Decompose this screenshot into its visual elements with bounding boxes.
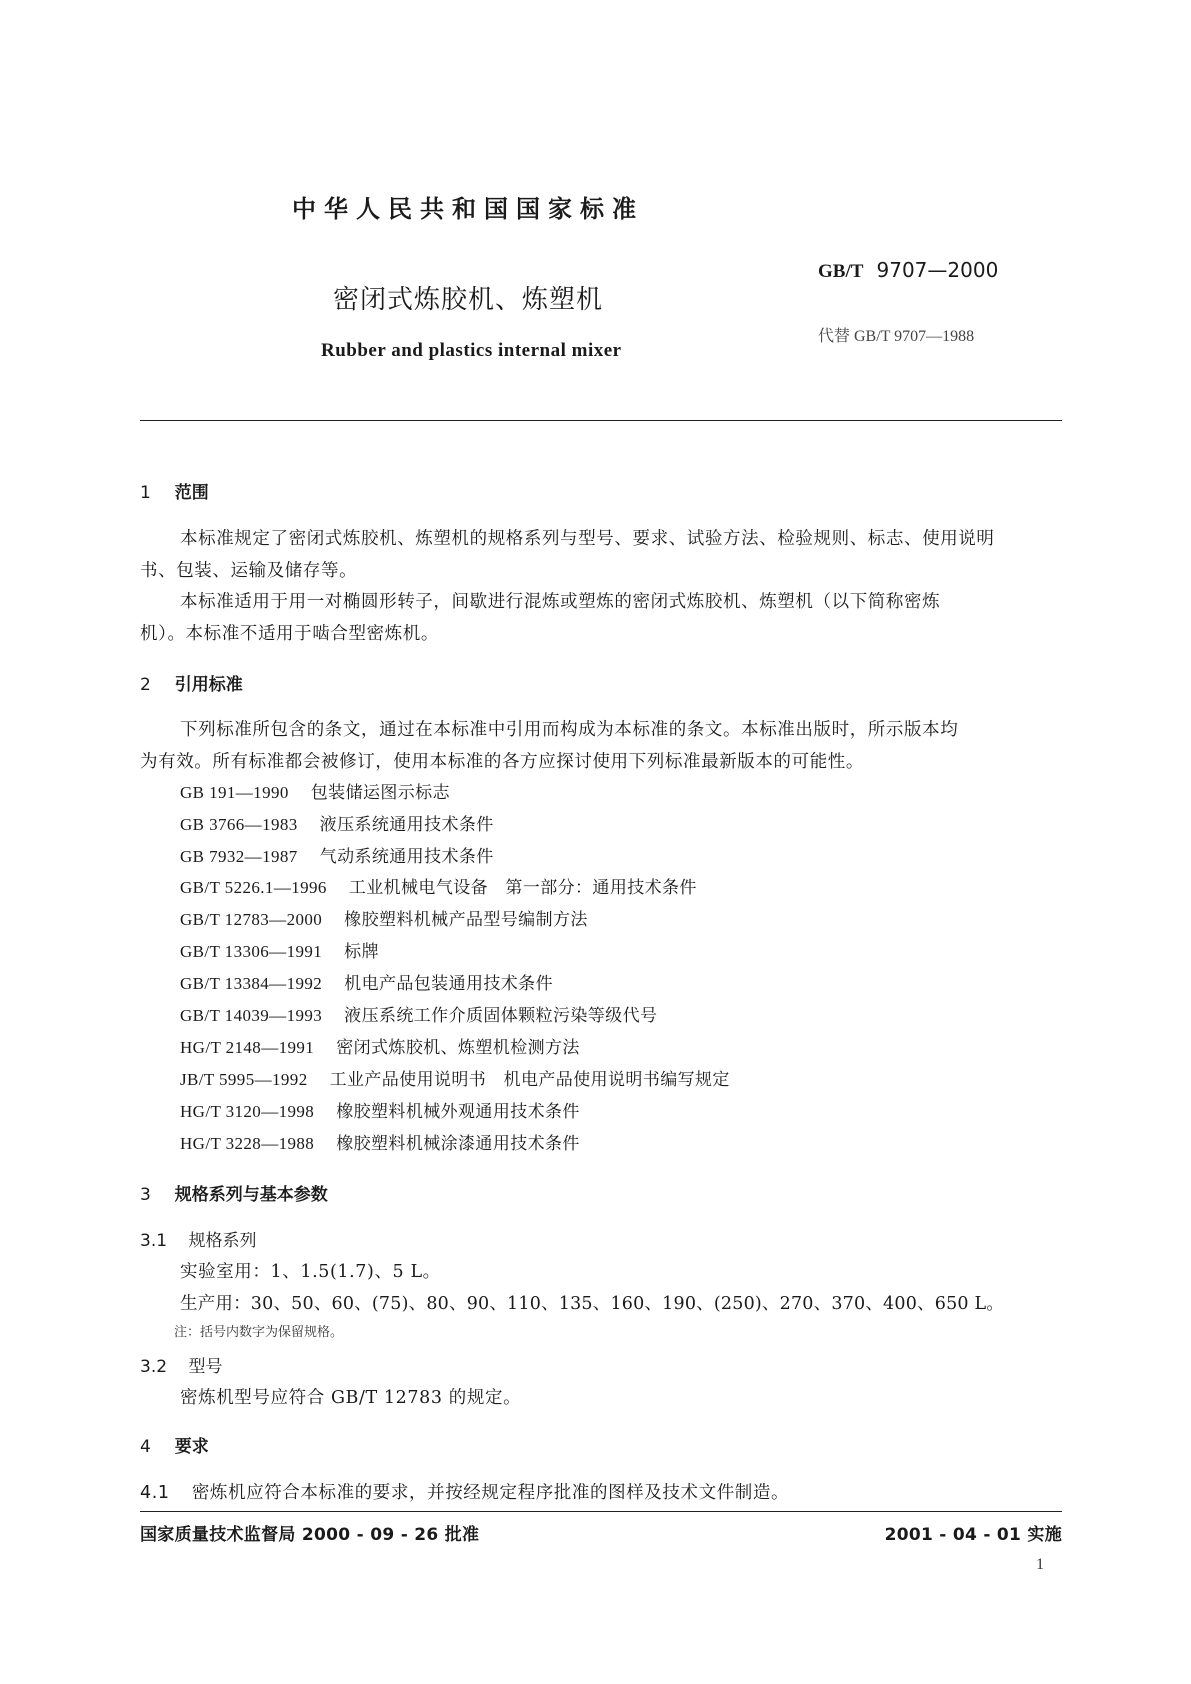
reference-code: GB/T 5226.1—1996 — [180, 878, 327, 897]
reference-code: GB 3766—1983 — [180, 815, 298, 834]
reference-item — [180, 842, 494, 867]
reference-code: GB/T 13384—1992 — [180, 974, 323, 993]
section-3-title: 规格系列与基本参数 — [174, 1185, 328, 1205]
document-title-cn: 密闭式炼胶机、炼塑机 — [333, 285, 604, 315]
reference-title: 标牌 — [344, 942, 379, 962]
subsection-3-2-number: 3.2 — [140, 1357, 168, 1377]
section-2-number: 2 — [140, 675, 151, 695]
lab-sizes: 实验室用：1、1.5(1.7)、5 L。 — [180, 1262, 441, 1282]
implementation-date: 2001 - 04 - 01 实施 — [884, 1525, 1062, 1545]
section-2-para-line1: 下列标准所包含的条文，通过在本标准中引用而构成为本标准的条文。本标准出版时，所示版本均 — [180, 720, 959, 740]
reference-code: GB 7932—1987 — [180, 847, 298, 866]
document-title-en: Rubber and plastics internal mixer — [321, 340, 622, 361]
subsection-3-2-heading — [140, 1352, 222, 1377]
section-1-number: 1 — [140, 483, 151, 503]
sizes-note: 注：括号内数字为保留规格。 — [174, 1325, 344, 1340]
reference-code: GB/T 12783—2000 — [180, 910, 323, 929]
subsection-3-1-title: 规格系列 — [188, 1231, 257, 1251]
section-4-heading — [140, 1432, 209, 1457]
reference-item — [180, 810, 494, 835]
subsection-3-2-title: 型号 — [188, 1357, 223, 1377]
reference-item — [180, 1065, 730, 1090]
reference-title: 液压系统工作介质固体颗粒污染等级代号 — [344, 1006, 658, 1026]
reference-item — [180, 873, 697, 898]
section-1-title: 范围 — [174, 483, 209, 503]
section-3-number: 3 — [140, 1185, 151, 1205]
reference-title: 工业机械电气设备 第一部分：通用技术条件 — [348, 878, 697, 898]
reference-title: 工业产品使用说明书 机电产品使用说明书编写规定 — [329, 1070, 730, 1090]
reference-code: GB 191—1990 — [180, 783, 289, 802]
section-3-heading — [140, 1180, 328, 1205]
reference-code: GB/T 14039—1993 — [180, 1006, 323, 1025]
standard-number — [818, 258, 998, 283]
model-requirement: 密炼机型号应符合 GB/T 12783 的规定。 — [180, 1388, 522, 1408]
reference-title: 橡胶塑料机械涂漆通用技术条件 — [336, 1134, 580, 1154]
reference-code: HG/T 2148—1991 — [180, 1038, 315, 1057]
header-divider — [140, 420, 1062, 421]
section-2-title: 引用标准 — [174, 675, 243, 695]
reference-title: 密闭式炼胶机、炼塑机检测方法 — [336, 1038, 580, 1058]
reference-title: 包装储运图示标志 — [310, 783, 450, 803]
section-2-para-line2: 为有效。所有标准都会被修订，使用本标准的各方应探讨使用下列标准最新版本的可能性。 — [140, 752, 864, 772]
reference-title: 橡胶塑料机械产品型号编制方法 — [344, 910, 588, 930]
reference-item — [180, 1033, 580, 1058]
reference-item — [180, 1129, 580, 1154]
subsection-4-1-text: 密炼机应符合本标准的要求，并按经规定程序批准的图样及技术文件制造。 — [191, 1483, 790, 1503]
section-1-heading — [140, 478, 209, 503]
reference-code: HG/T 3120—1998 — [180, 1102, 315, 1121]
page-number: 1 — [1036, 1556, 1044, 1573]
footer-divider — [140, 1511, 1062, 1512]
reference-title: 机电产品包装通用技术条件 — [344, 974, 553, 994]
subsection-4-1-number: 4.1 — [140, 1483, 170, 1503]
approval-line: 国家质量技术监督局 2000 - 09 - 26 批准 — [140, 1525, 480, 1545]
reference-title: 气动系统通用技术条件 — [319, 847, 494, 867]
section-4-title: 要求 — [174, 1437, 209, 1457]
section-4-number: 4 — [140, 1437, 151, 1457]
standard-code: 9707—2000 — [876, 258, 999, 282]
reference-item — [180, 969, 553, 994]
reference-title: 橡胶塑料机械外观通用技术条件 — [336, 1102, 580, 1122]
replaces-note: 代替 GB/T 9707—1988 — [818, 328, 975, 345]
section-2-heading — [140, 670, 243, 695]
subsection-3-1-heading — [140, 1226, 256, 1251]
section-1-para2-line1: 本标准适用于用一对椭圆形转子，间歇进行混炼或塑炼的密闭式炼胶机、炼塑机（以下简称密炼 — [180, 592, 941, 612]
reference-code: HG/T 3228—1988 — [180, 1134, 315, 1153]
reference-code: JB/T 5995—1992 — [180, 1070, 308, 1089]
reference-item — [180, 937, 379, 962]
section-1-para1-line1: 本标准规定了密闭式炼胶机、炼塑机的规格系列与型号、要求、试验方法、检验规则、标志、使用说明 — [180, 529, 995, 549]
reference-item — [180, 778, 450, 803]
reference-title: 液压系统通用技术条件 — [319, 815, 494, 835]
subsection-4-1 — [140, 1479, 789, 1504]
reference-item — [180, 1097, 580, 1122]
reference-code: GB/T 13306—1991 — [180, 942, 323, 961]
section-1-para2-line2: 机）。本标准不适用于啮合型密炼机。 — [140, 624, 439, 644]
standard-prefix: GB/T — [818, 261, 864, 282]
reference-item — [180, 905, 588, 930]
reference-item — [180, 1001, 657, 1026]
production-sizes: 生产用：30、50、60、(75)、80、90、110、135、160、190、(250)、270、370、400、650 L。 — [180, 1294, 1005, 1314]
section-1-para1-line2: 书、包装、运输及储存等。 — [140, 561, 358, 581]
subsection-3-1-number: 3.1 — [140, 1231, 168, 1251]
national-standard-title: 中华人民共和国国家标准 — [292, 195, 644, 223]
